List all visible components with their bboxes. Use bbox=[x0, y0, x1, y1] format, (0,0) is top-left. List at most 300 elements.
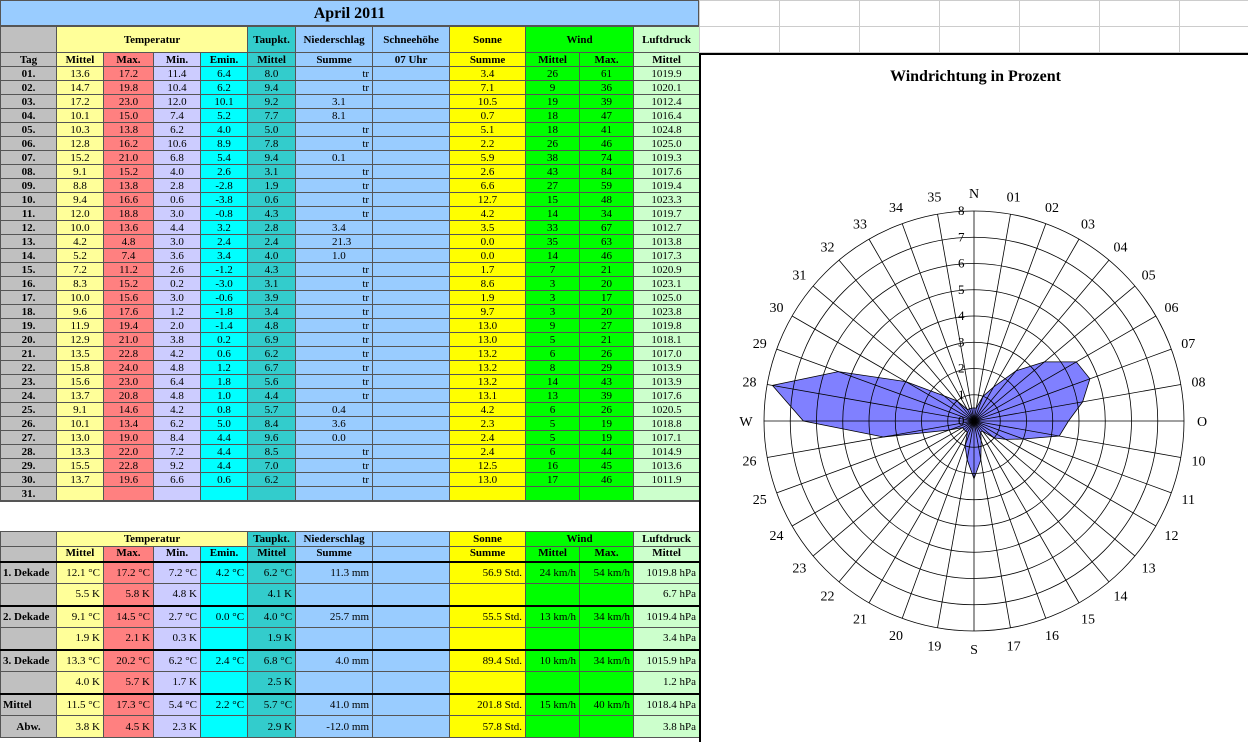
value-cell: 1020.1 bbox=[634, 81, 700, 95]
value-cell: 3.4 bbox=[450, 67, 526, 81]
value-cell: 21 bbox=[580, 263, 634, 277]
value-cell: 6.2 bbox=[248, 473, 296, 487]
value-cell: 4.0 bbox=[248, 249, 296, 263]
value-cell: 17 bbox=[526, 473, 580, 487]
chart-panel bbox=[699, 0, 1248, 742]
value-cell: 19.6 bbox=[104, 473, 154, 487]
summary-value: 34 km/h bbox=[580, 606, 634, 628]
value-cell: 4.2 bbox=[450, 207, 526, 221]
value-cell: tr bbox=[296, 263, 373, 277]
value-cell: 19.8 bbox=[104, 81, 154, 95]
value-cell: 39 bbox=[580, 95, 634, 109]
day-cell: 07. bbox=[1, 151, 57, 165]
summary-deviation: 5.7 K bbox=[104, 672, 154, 694]
summary-deviation: 1.9 K bbox=[57, 628, 104, 650]
wind-rose-svg bbox=[701, 55, 1248, 744]
value-cell: 9.4 bbox=[248, 81, 296, 95]
value-cell: 0.1 bbox=[296, 151, 373, 165]
value-cell: -1.2 bbox=[201, 263, 248, 277]
value-cell bbox=[373, 445, 450, 459]
value-cell: 8 bbox=[526, 361, 580, 375]
value-cell: 10.0 bbox=[57, 221, 104, 235]
value-cell: 27 bbox=[526, 179, 580, 193]
table-row bbox=[1, 361, 700, 375]
value-cell: 9.1 bbox=[57, 403, 104, 417]
direction-label: 03 bbox=[1081, 217, 1095, 233]
value-cell: 34 bbox=[580, 207, 634, 221]
day-cell: 01. bbox=[1, 67, 57, 81]
value-cell: 9.6 bbox=[57, 305, 104, 319]
column-header: Mittel bbox=[248, 547, 296, 562]
value-cell: 3 bbox=[526, 277, 580, 291]
value-cell: 15.2 bbox=[57, 151, 104, 165]
direction-label: 16 bbox=[1044, 629, 1059, 645]
value-cell: 63 bbox=[580, 235, 634, 249]
column-header: Emin. bbox=[201, 547, 248, 562]
direction-label: 33 bbox=[853, 217, 867, 233]
ring-label: 8 bbox=[958, 203, 965, 218]
group-header: Wind bbox=[526, 27, 634, 53]
table-row bbox=[1, 333, 700, 347]
value-cell: 3.1 bbox=[248, 165, 296, 179]
wind-series-area bbox=[772, 362, 1090, 479]
value-cell: tr bbox=[296, 207, 373, 221]
value-cell: 23.0 bbox=[104, 95, 154, 109]
day-cell: 26. bbox=[1, 417, 57, 431]
value-cell: 17.2 bbox=[57, 95, 104, 109]
value-cell bbox=[373, 459, 450, 473]
value-cell: 5.6 bbox=[248, 375, 296, 389]
direction-label: 29 bbox=[752, 337, 767, 353]
value-cell: 4.2 bbox=[450, 403, 526, 417]
value-cell: 22.8 bbox=[104, 459, 154, 473]
value-cell: 18 bbox=[526, 123, 580, 137]
value-cell: 10.1 bbox=[57, 417, 104, 431]
value-cell bbox=[373, 319, 450, 333]
value-cell bbox=[57, 487, 104, 501]
value-cell: 3 bbox=[526, 305, 580, 319]
value-cell: tr bbox=[296, 165, 373, 179]
summary-value: 40 km/h bbox=[580, 694, 634, 716]
value-cell: 2.4 bbox=[248, 235, 296, 249]
value-cell bbox=[373, 235, 450, 249]
value-cell: 4.4 bbox=[154, 221, 201, 235]
value-cell: 2.6 bbox=[450, 165, 526, 179]
value-cell: 13.2 bbox=[450, 347, 526, 361]
value-cell: 15.2 bbox=[104, 165, 154, 179]
value-cell: 67 bbox=[580, 221, 634, 235]
value-cell: tr bbox=[296, 179, 373, 193]
day-cell: 23. bbox=[1, 375, 57, 389]
summary-value: 6.8 °C bbox=[248, 650, 296, 672]
value-cell: 19 bbox=[580, 431, 634, 445]
day-cell: 25. bbox=[1, 403, 57, 417]
value-cell bbox=[373, 389, 450, 403]
value-cell: 43 bbox=[580, 375, 634, 389]
summary-value: 15 km/h bbox=[526, 694, 580, 716]
direction-label: 25 bbox=[752, 492, 767, 508]
value-cell bbox=[373, 403, 450, 417]
value-cell: 18 bbox=[526, 109, 580, 123]
value-cell: 0.2 bbox=[154, 277, 201, 291]
summary-deviation bbox=[580, 628, 634, 650]
value-cell: 9.4 bbox=[248, 151, 296, 165]
ring-label: 7 bbox=[958, 229, 965, 245]
summary-value: 11.5 °C bbox=[57, 694, 104, 716]
value-cell bbox=[373, 333, 450, 347]
direction-label: 06 bbox=[1164, 301, 1179, 316]
summary-value: 17.3 °C bbox=[104, 694, 154, 716]
value-cell: 1019.9 bbox=[634, 67, 700, 81]
column-header: Min. bbox=[154, 547, 201, 562]
value-cell: 12.7 bbox=[450, 193, 526, 207]
value-cell: 21 bbox=[580, 333, 634, 347]
day-cell: 13. bbox=[1, 235, 57, 249]
sheet-grid bbox=[699, 0, 1248, 53]
summary-deviation: 1.7 K bbox=[154, 672, 201, 694]
day-cell: 27. bbox=[1, 431, 57, 445]
summary-value: 1015.9 hPa bbox=[634, 650, 700, 672]
wind-rose-chart[interactable] bbox=[699, 53, 1248, 742]
value-cell: 9 bbox=[526, 81, 580, 95]
value-cell bbox=[373, 249, 450, 263]
value-cell: -3.8 bbox=[201, 193, 248, 207]
value-cell: 45 bbox=[580, 459, 634, 473]
summary-deviation: 2.1 K bbox=[104, 628, 154, 650]
group-header: Taupkt. bbox=[248, 27, 296, 53]
value-cell: 5.0 bbox=[201, 417, 248, 431]
table-row bbox=[1, 487, 700, 501]
summary-deviation bbox=[201, 628, 248, 650]
spoke bbox=[974, 421, 1046, 618]
group-header bbox=[1, 532, 57, 547]
value-cell: 9.1 bbox=[57, 165, 104, 179]
column-header: Summe bbox=[450, 53, 526, 67]
value-cell: 15.0 bbox=[104, 109, 154, 123]
direction-label: O bbox=[1196, 415, 1208, 430]
value-cell: 47 bbox=[580, 109, 634, 123]
value-cell: 9.4 bbox=[57, 193, 104, 207]
direction-label: 32 bbox=[820, 240, 835, 256]
value-cell: 10.5 bbox=[450, 95, 526, 109]
table-row bbox=[1, 277, 700, 291]
value-cell: 29 bbox=[580, 361, 634, 375]
value-cell: 1023.3 bbox=[634, 193, 700, 207]
value-cell: 19 bbox=[580, 417, 634, 431]
value-cell: 23.0 bbox=[104, 375, 154, 389]
table-row bbox=[1, 249, 700, 263]
value-cell: 4.4 bbox=[201, 431, 248, 445]
value-cell: 4.2 bbox=[154, 403, 201, 417]
summary-value: 0.0 °C bbox=[201, 606, 248, 628]
direction-label: 01 bbox=[1006, 190, 1021, 206]
summary-row bbox=[1, 650, 700, 672]
summary-value: 6.2 °C bbox=[248, 562, 296, 584]
value-cell: 1017.1 bbox=[634, 431, 700, 445]
value-cell bbox=[373, 81, 450, 95]
value-cell: 15.8 bbox=[57, 361, 104, 375]
table-row bbox=[1, 291, 700, 305]
value-cell: 17.6 bbox=[104, 305, 154, 319]
value-cell: 8.8 bbox=[57, 179, 104, 193]
value-cell: 4.2 bbox=[154, 347, 201, 361]
summary-deviation bbox=[450, 672, 526, 694]
value-cell bbox=[373, 263, 450, 277]
summary-dev-row bbox=[1, 672, 700, 694]
value-cell: 13.6 bbox=[57, 67, 104, 81]
value-cell: 14 bbox=[526, 375, 580, 389]
spoke bbox=[974, 421, 1109, 582]
summary-deviation: 4.8 K bbox=[154, 584, 201, 606]
spoke bbox=[839, 421, 974, 582]
value-cell: 13.5 bbox=[57, 347, 104, 361]
summary-deviation: 2.3 K bbox=[154, 716, 201, 738]
value-cell: 7 bbox=[526, 263, 580, 277]
value-cell: 8.5 bbox=[248, 445, 296, 459]
value-cell: 6.2 bbox=[248, 347, 296, 361]
value-cell: 84 bbox=[580, 165, 634, 179]
value-cell: 7.1 bbox=[450, 81, 526, 95]
value-cell: 13.7 bbox=[57, 473, 104, 487]
value-cell: 1017.3 bbox=[634, 249, 700, 263]
group-header: Wind bbox=[526, 532, 634, 547]
day-cell: 24. bbox=[1, 389, 57, 403]
value-cell: 8.6 bbox=[450, 277, 526, 291]
daily-table bbox=[0, 26, 700, 501]
table-row bbox=[1, 263, 700, 277]
value-cell: 13.0 bbox=[57, 431, 104, 445]
summary-deviation: 6.7 hPa bbox=[634, 584, 700, 606]
value-cell: 10.0 bbox=[57, 291, 104, 305]
day-cell: 11. bbox=[1, 207, 57, 221]
direction-label: 20 bbox=[889, 629, 904, 645]
value-cell: 1013.8 bbox=[634, 235, 700, 249]
table-row bbox=[1, 109, 700, 123]
table-row bbox=[1, 179, 700, 193]
chart-title: Windrichtung in Prozent bbox=[890, 68, 1061, 85]
column-header: Mittel bbox=[526, 53, 580, 67]
value-cell: 3 bbox=[526, 291, 580, 305]
summary-deviation: 2.5 K bbox=[248, 672, 296, 694]
table-row bbox=[1, 417, 700, 431]
value-cell: 3.0 bbox=[154, 207, 201, 221]
value-cell: 1019.7 bbox=[634, 207, 700, 221]
summary-dev-label bbox=[1, 672, 57, 694]
summary-value: 2.7 °C bbox=[154, 606, 201, 628]
direction-label: 05 bbox=[1141, 268, 1156, 284]
value-cell: 1012.4 bbox=[634, 95, 700, 109]
value-cell: 26 bbox=[580, 403, 634, 417]
summary-deviation bbox=[526, 672, 580, 694]
value-cell: 1025.0 bbox=[634, 137, 700, 151]
value-cell bbox=[373, 95, 450, 109]
summary-value: 10 km/h bbox=[526, 650, 580, 672]
value-cell: 4.0 bbox=[201, 123, 248, 137]
value-cell: 7.4 bbox=[104, 249, 154, 263]
value-cell: 2.0 bbox=[154, 319, 201, 333]
ring-label: 1 bbox=[958, 386, 965, 402]
value-cell: 15.2 bbox=[104, 277, 154, 291]
summary-deviation bbox=[296, 672, 373, 694]
value-cell: tr bbox=[296, 319, 373, 333]
direction-label: 23 bbox=[792, 561, 807, 577]
value-cell: tr bbox=[296, 67, 373, 81]
value-cell: 0.0 bbox=[450, 235, 526, 249]
direction-label: 31 bbox=[792, 268, 807, 284]
value-cell: 13.8 bbox=[104, 179, 154, 193]
value-cell bbox=[373, 375, 450, 389]
value-cell: 1024.8 bbox=[634, 123, 700, 137]
ring-label: 4 bbox=[958, 308, 965, 323]
day-cell: 22. bbox=[1, 361, 57, 375]
summary-deviation: 0.3 K bbox=[154, 628, 201, 650]
value-cell bbox=[373, 151, 450, 165]
value-cell: 6 bbox=[526, 347, 580, 361]
summary-deviation: 2.9 K bbox=[248, 716, 296, 738]
value-cell: tr bbox=[296, 137, 373, 151]
table-row bbox=[1, 403, 700, 417]
value-cell: 13.7 bbox=[57, 389, 104, 403]
value-cell: 1013.9 bbox=[634, 361, 700, 375]
day-cell: 02. bbox=[1, 81, 57, 95]
day-cell: 16. bbox=[1, 277, 57, 291]
day-cell: 03. bbox=[1, 95, 57, 109]
value-cell: 8.4 bbox=[154, 431, 201, 445]
value-cell: 0.0 bbox=[296, 431, 373, 445]
value-cell: 16.6 bbox=[104, 193, 154, 207]
value-cell: 3.0 bbox=[154, 291, 201, 305]
value-cell: 6.7 bbox=[248, 361, 296, 375]
summary-value: 56.9 Std. bbox=[450, 562, 526, 584]
column-header: Min. bbox=[154, 53, 201, 67]
table-row bbox=[1, 473, 700, 487]
value-cell: 13.4 bbox=[104, 417, 154, 431]
value-cell: tr bbox=[296, 333, 373, 347]
spoke bbox=[974, 421, 1135, 556]
table-row bbox=[1, 221, 700, 235]
table-row bbox=[1, 123, 700, 137]
group-header: Temperatur bbox=[57, 532, 248, 547]
value-cell: 44 bbox=[580, 445, 634, 459]
value-cell: 12.9 bbox=[57, 333, 104, 347]
value-cell: 16 bbox=[526, 459, 580, 473]
value-cell: 3.1 bbox=[248, 277, 296, 291]
value-cell: 1.2 bbox=[154, 305, 201, 319]
value-cell: 1014.9 bbox=[634, 445, 700, 459]
value-cell: -3.0 bbox=[201, 277, 248, 291]
value-cell: 14.7 bbox=[57, 81, 104, 95]
summary-value: 11.3 mm bbox=[296, 562, 373, 584]
value-cell: 0.6 bbox=[201, 473, 248, 487]
value-cell: 1020.5 bbox=[634, 403, 700, 417]
value-cell: 10.4 bbox=[154, 81, 201, 95]
value-cell: 10.1 bbox=[57, 109, 104, 123]
summary-value: 89.4 Std. bbox=[450, 650, 526, 672]
table-row bbox=[1, 95, 700, 109]
summary-label: 1. Dekade bbox=[1, 562, 57, 584]
value-cell: -1.4 bbox=[201, 319, 248, 333]
direction-label: N bbox=[968, 187, 980, 202]
value-cell: 22.0 bbox=[104, 445, 154, 459]
value-cell: 26 bbox=[580, 347, 634, 361]
day-cell: 20. bbox=[1, 333, 57, 347]
direction-label: 26 bbox=[742, 454, 757, 470]
summary-value: 5.4 °C bbox=[154, 694, 201, 716]
value-cell bbox=[373, 417, 450, 431]
summary-deviation bbox=[296, 628, 373, 650]
value-cell: 5.1 bbox=[450, 123, 526, 137]
value-cell bbox=[373, 137, 450, 151]
value-cell: 1025.0 bbox=[634, 291, 700, 305]
value-cell: 5.9 bbox=[450, 151, 526, 165]
value-cell: 6 bbox=[526, 445, 580, 459]
summary-label: Mittel bbox=[1, 694, 57, 716]
value-cell: 13.2 bbox=[450, 375, 526, 389]
summary-table bbox=[0, 531, 700, 738]
summary-value: 2.2 °C bbox=[201, 694, 248, 716]
value-cell: -1.8 bbox=[201, 305, 248, 319]
summary-value: 4.0 mm bbox=[296, 650, 373, 672]
summary-value: 14.5 °C bbox=[104, 606, 154, 628]
summary-deviation: 1.2 hPa bbox=[634, 672, 700, 694]
summary-dev-row bbox=[1, 584, 700, 606]
summary-deviation: 5.5 K bbox=[57, 584, 104, 606]
value-cell: 2.6 bbox=[201, 165, 248, 179]
value-cell: 13.0 bbox=[450, 333, 526, 347]
value-cell bbox=[373, 165, 450, 179]
value-cell bbox=[248, 487, 296, 501]
value-cell bbox=[373, 193, 450, 207]
column-header bbox=[1, 547, 57, 562]
spacer bbox=[0, 501, 699, 531]
group-header: Taupkt. bbox=[248, 532, 296, 547]
direction-label: 30 bbox=[769, 301, 784, 316]
direction-label: 28 bbox=[742, 375, 757, 391]
value-cell: 9.2 bbox=[248, 95, 296, 109]
value-cell bbox=[450, 487, 526, 501]
value-cell: 6.2 bbox=[201, 81, 248, 95]
value-cell: 2.6 bbox=[154, 263, 201, 277]
value-cell: 4.3 bbox=[248, 263, 296, 277]
group-header: Niederschlag bbox=[296, 532, 373, 547]
value-cell: 19.0 bbox=[104, 431, 154, 445]
value-cell: 6.9 bbox=[248, 333, 296, 347]
value-cell: 46 bbox=[580, 137, 634, 151]
summary-value: 13 km/h bbox=[526, 606, 580, 628]
value-cell bbox=[373, 305, 450, 319]
value-cell: 15.6 bbox=[104, 291, 154, 305]
value-cell: 13.0 bbox=[450, 473, 526, 487]
value-cell: 2.4 bbox=[450, 445, 526, 459]
value-cell bbox=[373, 361, 450, 375]
direction-label: W bbox=[739, 415, 753, 430]
direction-label: 19 bbox=[927, 639, 942, 655]
value-cell: tr bbox=[296, 361, 373, 375]
day-cell: 28. bbox=[1, 445, 57, 459]
value-cell: 1023.1 bbox=[634, 277, 700, 291]
summary-dev-label bbox=[1, 584, 57, 606]
value-cell bbox=[373, 221, 450, 235]
value-cell: 9 bbox=[526, 319, 580, 333]
value-cell: 1016.4 bbox=[634, 109, 700, 123]
direction-label: 17 bbox=[1006, 639, 1021, 655]
value-cell: 1017.6 bbox=[634, 165, 700, 179]
table-row bbox=[1, 431, 700, 445]
value-cell bbox=[104, 487, 154, 501]
column-header: Mittel bbox=[526, 547, 580, 562]
day-cell: 10. bbox=[1, 193, 57, 207]
column-header: Mittel bbox=[57, 547, 104, 562]
